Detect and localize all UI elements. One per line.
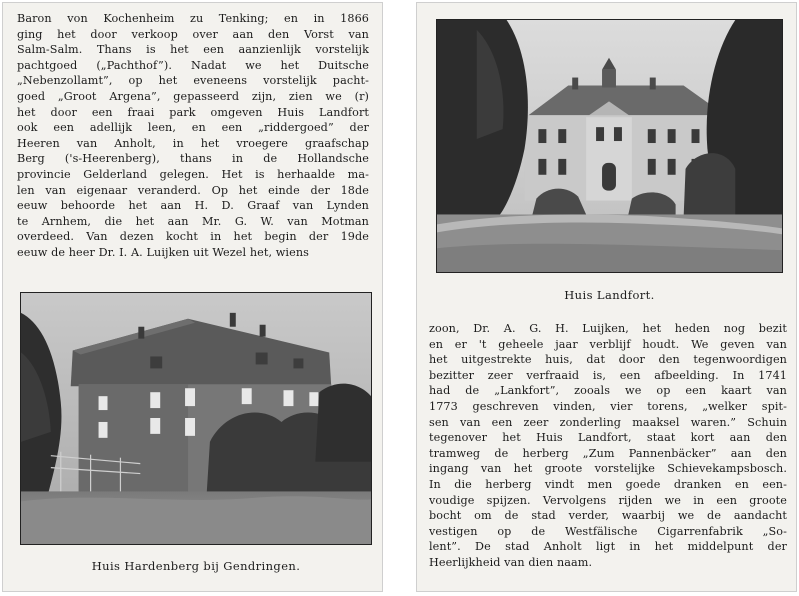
left-page-text-line: het door een fraai park omgeven Huis Landfort (17, 105, 369, 119)
right-page (416, 2, 797, 592)
left-page-text-line: goed „Groot Argena”, gepasseerd zijn, zien we (r) (17, 89, 369, 103)
right-page-body-text (429, 321, 787, 571)
right-page-text-line: sen van een zeer zonderling maaksel waren.” Schuin (429, 415, 787, 429)
right-page-text-line: tramweg de herberg „Zum Pannenbäcker” aan den (429, 446, 787, 460)
left-page-text-line: overdeed. Van dezen kocht in het begin der 19de (17, 230, 369, 244)
left-page-text-line: pachtgoed („Pachthof”). Nadat we het Duitsche (17, 58, 369, 72)
left-page-text-line: ook een adellijk leen, en een „riddergoed” der (17, 121, 369, 135)
left-page-text-line: ging het door verkoop over aan den Vorst van (17, 27, 369, 41)
left-page-text-line: len van eigenaar veranderd. Op het einde der 18de (17, 183, 369, 197)
left-page-text-line: „Nebenzollamt”, op het eveneens vorstelijk pacht- (17, 74, 369, 88)
photo-huis-hardenberg (20, 292, 372, 545)
photo-huis-landfort (436, 19, 783, 273)
right-page-text-line: vestigen op de Westfälische Cigarrenfabrik „So- (429, 524, 787, 538)
right-page-text-line: tegenover het Huis Landfort, staat kort aan den (429, 431, 787, 445)
right-page-text-line: bezitter zeer verfraaid is, een afbeelding. In 1741 (429, 368, 787, 382)
left-page-text-line: eeuw behoorde het aan H. D. Graaf van Lynden (17, 199, 369, 213)
landfort-photo-image (437, 20, 782, 272)
hardenberg-photo-image (21, 293, 371, 544)
right-page-text-line: lent”. De stad Anholt ligt in het middelpunt der (429, 540, 787, 554)
left-page-text-line: Heeren van Anholt, in het vroegere graafschap (17, 136, 369, 150)
right-page-text-line: voudige spijzen. Vervolgens rijden we in een groote (429, 493, 787, 507)
caption-huis-hardenberg: Huis Hardenberg bij Gendringen. (91, 559, 301, 573)
left-page-text-line: Baron von Kochenheim zu Tenking; en in 1866 (17, 12, 369, 25)
left-page-text-line: Salm-Salm. Thans is het een aanzienlijk vorstelijk (17, 43, 369, 57)
right-page-text-line: en er 't geheele jaar verblijf houdt. We geven van (429, 337, 787, 351)
left-page-text-line: te Arnhem, die het aan Mr. G. W. van Motman (17, 214, 369, 228)
right-page-text-line: het uitgestrekte huis, dat door den tegenwoordigen (429, 353, 787, 367)
right-page-text-line: 1773 geschreven vinden, vier torens, „welker spit- (429, 399, 787, 413)
left-page (2, 2, 383, 592)
caption-huis-landfort: Huis Landfort. (564, 288, 655, 302)
left-page-text-line: eeuw de heer Dr. I. A. Luijken uit Wezel het, wiens (17, 245, 309, 259)
right-page-text-line: had de „Lankfort”, zooals we op een kaart van (429, 384, 787, 398)
right-page-text-line: Heerlijkheid van dien naam. (429, 555, 593, 569)
right-page-text-line: ingang van het groote vorstelijke Schievekampsbosch. (429, 462, 787, 476)
left-page-text-line: Berg ('s-Heerenberg), thans in de Hollandsche (17, 152, 369, 166)
right-page-text-line: zoon, Dr. A. G. H. Luijken, het heden nog bezit (429, 322, 787, 335)
left-page-text-line: provincie Gelderland gelegen. Het is herhaalde ma- (17, 167, 369, 181)
right-page-text-line: In die herberg vindt men goede dranken en een- (429, 477, 787, 491)
right-page-text-line: bocht om de stad verder, waarbij we de aandacht (429, 509, 787, 523)
left-page-body-text (17, 11, 369, 261)
